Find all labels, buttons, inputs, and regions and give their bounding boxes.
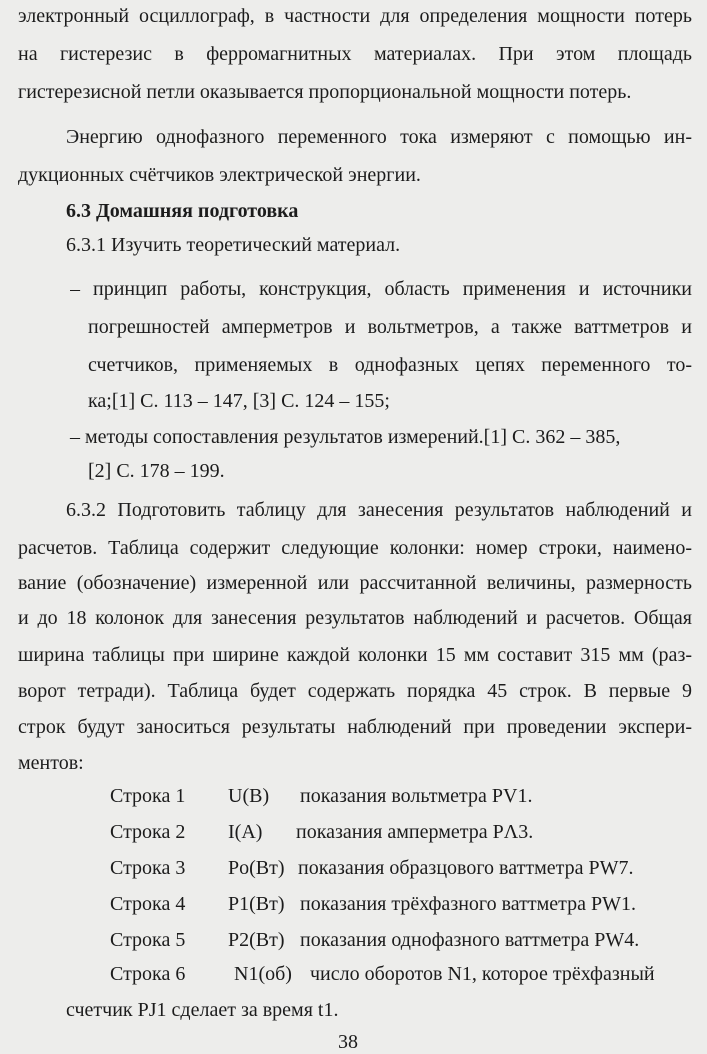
item-6-3-2-line-6: ворот тетради). Таблица будет содержать порядка 45 строк. В первые 9 — [18, 680, 692, 702]
bullet-1-line-1: – принцип работы, конструкция, область применения и источники — [70, 278, 692, 300]
paragraph-1-line-2: на гистерезис в ферромагнитных материалах. При этом площадь — [18, 43, 692, 65]
list-item — [0, 820, 707, 844]
row-label: Строка 3 — [110, 857, 186, 879]
row-description: показания однофазного ваттметра PW4. — [300, 929, 640, 951]
paragraph-2-line-2: дукционных счётчиков электрической энергии. — [18, 164, 421, 186]
paragraph-1-line-1: электронный осциллограф, в частности для определения мощности потерь — [18, 5, 692, 27]
section-heading: 6.3 Домашняя подготовка — [66, 200, 299, 222]
paragraph-1-line-3: гистерезисной петли оказывается пропорциональной мощности потерь. — [18, 81, 632, 103]
item-6-3-1: 6.3.1 Изучить теоретический материал. — [66, 234, 401, 256]
list-item — [0, 962, 707, 986]
item-6-3-2-line-8: ментов: — [18, 752, 84, 774]
item-6-3-2-line-1: 6.3.2 Подготовить таблицу для занесения результатов наблюдений и — [66, 499, 692, 521]
item-6-3-2-line-4: и до 18 колонок для занесения результатов наблюдений и расчетов. Общая — [18, 607, 692, 629]
row-symbol: N1(об) — [234, 963, 292, 985]
bullet-2-line-2: [2] С. 178 – 199. — [88, 460, 225, 482]
item-6-3-2-line-7: строк будут заноситься результаты наблюдений при проведении экспери- — [18, 716, 692, 738]
item-6-3-2-line-3: вание (обозначение) измеренной или рассчитанной величины, размерность — [18, 572, 692, 594]
row-description: показания образцового ваттметра PW7. — [298, 857, 634, 879]
bullet-1-line-3: счетчиков, применяемых в однофазных цепях переменного то- — [88, 354, 692, 376]
row-symbol: U(В) — [228, 785, 270, 807]
row-description: число оборотов N1, которое трёхфазный — [310, 963, 655, 985]
row-description: показания трёхфазного ваттметра PW1. — [300, 893, 637, 915]
row-label: Строка 1 — [110, 785, 186, 807]
item-6-3-2-line-5: ширина таблицы при ширине каждой колонки 15 мм составит 315 мм (раз- — [18, 644, 692, 666]
row-label: Строка 6 — [110, 963, 186, 985]
row-symbol: P2(Вт) — [228, 929, 285, 951]
page-number: 38 — [338, 1031, 358, 1053]
row-description: показания вольтметра PV1. — [300, 785, 533, 807]
list-item — [0, 856, 707, 880]
list-item — [0, 784, 707, 808]
row-symbol: P1(Вт) — [228, 893, 285, 915]
list-item — [0, 892, 707, 916]
bullet-2-line-1: – методы сопоставления результатов измерений.[1] С. 362 – 385, — [70, 426, 621, 448]
row-description: показания амперметра PΛ3. — [296, 821, 534, 843]
row-label: Строка 2 — [110, 821, 186, 843]
row-label: Строка 5 — [110, 929, 186, 951]
row-symbol: I(А) — [228, 821, 263, 843]
bullet-1-line-4: ка;[1] С. 113 – 147, [3] С. 124 – 155; — [88, 390, 390, 412]
row-label: Строка 4 — [110, 893, 186, 915]
paragraph-2-line-1: Энергию однофазного переменного тока измеряют с помощью ин- — [66, 126, 692, 148]
item-6-3-2-line-2: расчетов. Таблица содержит следующие колонки: номер строки, наимено- — [18, 537, 692, 559]
row-6-continuation: счетчик PJ1 сделает за время t1. — [66, 999, 339, 1021]
row-symbol: Pо(Вт) — [228, 857, 285, 879]
list-item — [0, 928, 707, 952]
bullet-1-line-2: погрешностей амперметров и вольтметров, а также ваттметров и — [88, 316, 692, 338]
